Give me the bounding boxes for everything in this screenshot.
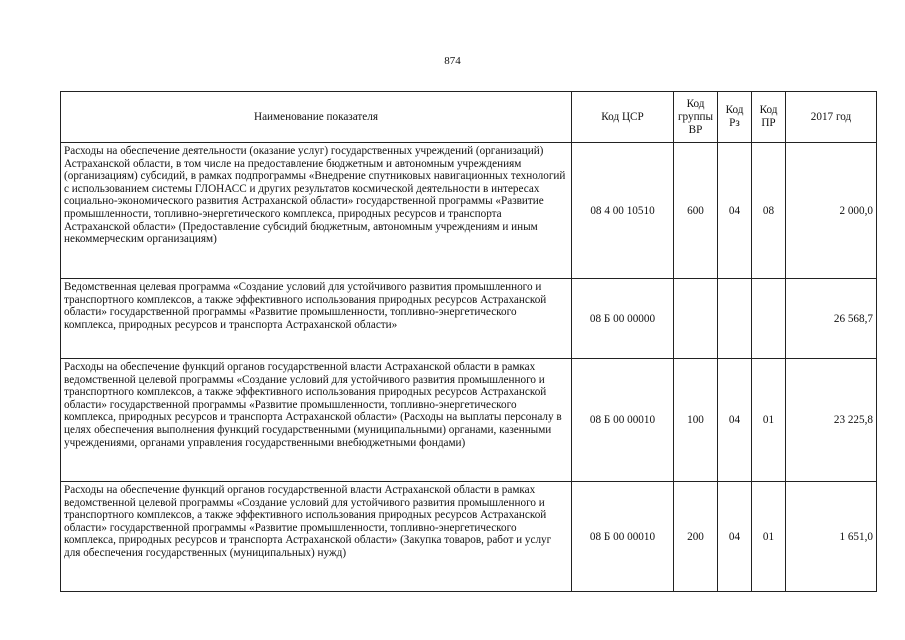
row-name: Расходы на обеспечение функций органов государственной власти Астраханской области в рамках ведомственной целевой программы «Создание условий для устойчивого развития промышленного и транспортного комплексов, а также эффективного использования природных ресурсов Астраханской области» государственной программы «Развитие промышленности, топливно-энергетического комплекса, природных ресурсов и транспорта Астраханской области» (Закупка товаров, работ и услуг для обеспечения государственных (муниципальных) нужд) <box>61 482 572 592</box>
row-vr-code <box>674 279 718 359</box>
row-rz-code: 04 <box>718 143 752 279</box>
row-csr-code: 08 Б 00 00010 <box>572 359 674 482</box>
header-year: 2017 год <box>786 92 877 143</box>
row-vr-code: 100 <box>674 359 718 482</box>
row-pr-code: 08 <box>752 143 786 279</box>
row-pr-code <box>752 279 786 359</box>
table-row <box>61 279 877 359</box>
row-amount: 2 000,0 <box>786 143 877 279</box>
header-rz-code: Код Рз <box>718 92 752 143</box>
row-vr-code: 200 <box>674 482 718 592</box>
table-header-row <box>61 92 877 143</box>
row-pr-code: 01 <box>752 482 786 592</box>
budget-table <box>60 91 877 592</box>
header-vr-code: Код группы ВР <box>674 92 718 143</box>
row-amount: 26 568,7 <box>786 279 877 359</box>
row-csr-code: 08 Б 00 00010 <box>572 482 674 592</box>
row-pr-code: 01 <box>752 359 786 482</box>
header-pr-code: Код ПР <box>752 92 786 143</box>
table-row <box>61 359 877 482</box>
row-rz-code <box>718 279 752 359</box>
table-row <box>61 143 877 279</box>
row-amount: 23 225,8 <box>786 359 877 482</box>
row-csr-code: 08 Б 00 00000 <box>572 279 674 359</box>
header-name: Наименование показателя <box>61 92 572 143</box>
row-name: Расходы на обеспечение деятельности (оказание услуг) государственных учреждений (организаций) Астраханской области, в том числе на предоставление бюджетным и автономным учреждениям (организациям) субсидий, в рамках подпрограммы «Внедрение спутниковых навигационных технологий с использованием системы ГЛОНАСС и других результатов космической деятельности в интересах социально-экономического развития Астраханской области» государственной программы «Развитие промышленности, топливно-энергетического комплекса, природных ресурсов и транспорта Астраханской области» (Предоставление субсидий бюджетным, автономным учреждениям и иным некоммерческим организациям) <box>61 143 572 279</box>
row-rz-code: 04 <box>718 359 752 482</box>
header-csr-code: Код ЦСР <box>572 92 674 143</box>
row-amount: 1 651,0 <box>786 482 877 592</box>
row-csr-code: 08 4 00 10510 <box>572 143 674 279</box>
table-row <box>61 482 877 592</box>
page-number: 874 <box>444 55 461 67</box>
row-vr-code: 600 <box>674 143 718 279</box>
row-name: Ведомственная целевая программа «Создание условий для устойчивого развития промышленного и транспортного комплексов, а также эффективного использования природных ресурсов Астраханской области» государственной программы «Развитие промышленности, топливно-энергетического комплекса, природных ресурсов и транспорта Астраханской области» <box>61 279 572 359</box>
row-name: Расходы на обеспечение функций органов государственной власти Астраханской области в рамках ведомственной целевой программы «Создание условий для устойчивого развития промышленного и транспортного комплексов, а также эффективного использования природных ресурсов Астраханской области» государственной программы «Развитие промышленности, топливно-энергетического комплекса, природных ресурсов и транспорта Астраханской области» (Расходы на выплаты персоналу в целях обеспечения выполнения функций государственными (муниципальными) органами, казенными учреждениями, органами управления государственными внебюджетными фондами) <box>61 359 572 482</box>
row-rz-code: 04 <box>718 482 752 592</box>
